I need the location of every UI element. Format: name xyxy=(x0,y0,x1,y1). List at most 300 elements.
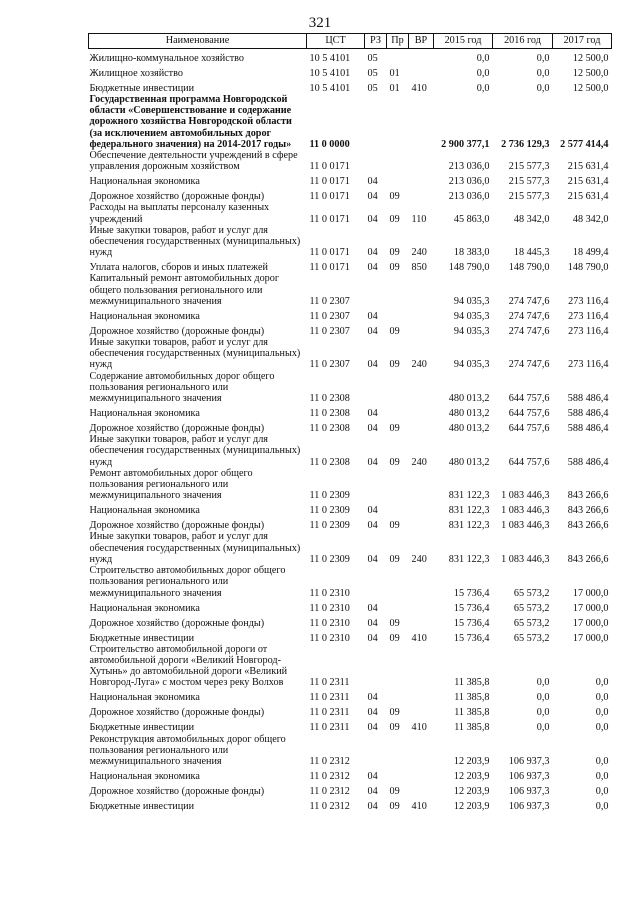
cell-2017: 843 266,6 xyxy=(567,490,609,502)
table-row xyxy=(89,49,612,65)
cell-name: Национальная экономика xyxy=(89,692,200,704)
table-row xyxy=(89,531,612,565)
cell-name: Дорожное хозяйство (дорожные фонды) xyxy=(89,617,265,629)
cell-rz: 04 xyxy=(367,310,378,322)
cell-2016: 0,0 xyxy=(536,677,550,689)
cell-pr xyxy=(387,644,409,689)
cell-rz: 04 xyxy=(367,262,378,274)
cell-2016: 274 747,6 xyxy=(508,325,550,337)
cell-name: Национальная экономика xyxy=(89,310,200,322)
cell-name: Бюджетные инвестиции xyxy=(89,632,195,644)
cell-2017: 17 000,0 xyxy=(572,632,609,644)
cell-name: Дорожное хозяйство (дорожные фонды) xyxy=(89,423,265,435)
table-row xyxy=(89,501,612,516)
cell-rz: 04 xyxy=(367,213,378,225)
cell-2017: 273 116,4 xyxy=(568,310,609,322)
cell-2015: 15 736,4 xyxy=(453,602,490,614)
cell-2016: 644 757,6 xyxy=(508,408,550,420)
cell-2016: 106 937,3 xyxy=(508,800,550,812)
cell-2017: 0,0 xyxy=(595,722,609,734)
cell-name: Ремонт автомобильных дорог общего пользования регионального или межмуниципального значения xyxy=(89,467,253,502)
cell-vr xyxy=(409,689,434,704)
column-header-2016: 2016 год xyxy=(493,34,553,49)
cell-vr xyxy=(409,273,434,307)
cell-vr xyxy=(409,516,434,531)
cell-pr xyxy=(387,172,409,187)
cell-vr: 410 xyxy=(411,632,427,644)
cell-2017: 843 266,6 xyxy=(567,505,609,517)
table-row xyxy=(89,79,612,94)
cell-cst: 11 0 2310 xyxy=(309,602,350,614)
table-row xyxy=(89,419,612,434)
cell-2016: 0,0 xyxy=(536,82,550,94)
cell-cst: 11 0 2312 xyxy=(309,755,350,767)
cell-2017: 0,0 xyxy=(595,692,609,704)
cell-rz xyxy=(365,273,387,307)
table-row xyxy=(89,337,612,371)
cell-2016: 644 757,6 xyxy=(508,393,550,405)
cell-name: Национальная экономика xyxy=(89,408,200,420)
cell-rz: 04 xyxy=(367,770,378,782)
cell-vr xyxy=(409,767,434,782)
cell-2015: 831 122,3 xyxy=(448,505,490,517)
cell-pr xyxy=(387,565,409,599)
cell-vr xyxy=(409,49,434,65)
cell-rz: 04 xyxy=(367,408,378,420)
cell-vr xyxy=(409,734,434,768)
cell-2015: 15 736,4 xyxy=(453,617,490,629)
cell-rz xyxy=(365,468,387,502)
cell-name: Национальная экономика xyxy=(89,176,200,188)
table-row xyxy=(89,644,612,689)
cell-cst: 11 0 0171 xyxy=(309,191,350,203)
cell-2017: 17 000,0 xyxy=(572,587,609,599)
cell-vr: 110 xyxy=(411,213,427,225)
cell-vr xyxy=(409,307,434,322)
cell-cst: 11 0 2312 xyxy=(309,800,350,812)
cell-2016: 215 577,3 xyxy=(508,161,550,173)
cell-cst: 10 5 4101 xyxy=(309,82,351,94)
cell-name: Национальная экономика xyxy=(89,505,200,517)
cell-2015: 0,0 xyxy=(476,67,490,79)
cell-pr xyxy=(387,689,409,704)
table-row xyxy=(89,629,612,644)
cell-rz xyxy=(365,734,387,768)
cell-rz: 04 xyxy=(367,785,378,797)
cell-vr xyxy=(409,172,434,187)
cell-pr: 09 xyxy=(389,359,400,371)
cell-pr: 01 xyxy=(389,82,400,94)
cell-2016: 274 747,6 xyxy=(508,310,550,322)
cell-pr xyxy=(387,273,409,307)
cell-2017: 2 577 414,4 xyxy=(560,138,609,150)
cell-rz: 04 xyxy=(367,722,378,734)
cell-cst: 11 0 2307 xyxy=(309,325,350,337)
cell-pr: 09 xyxy=(389,325,400,337)
table-row xyxy=(89,273,612,307)
cell-2017: 588 486,4 xyxy=(567,393,609,405)
cell-vr xyxy=(409,404,434,419)
cell-cst: 11 0 0171 xyxy=(309,262,350,274)
cell-vr: 240 xyxy=(411,553,427,565)
cell-2016: 0,0 xyxy=(536,707,550,719)
cell-pr xyxy=(387,49,409,65)
column-header-pr: Пр xyxy=(387,34,409,49)
cell-pr: 09 xyxy=(389,632,400,644)
budget-table xyxy=(88,33,612,812)
cell-2017: 12 500,0 xyxy=(572,67,609,79)
cell-2015: 12 203,9 xyxy=(453,770,490,782)
cell-pr xyxy=(387,150,409,172)
cell-name: Национальная экономика xyxy=(89,602,200,614)
cell-2015: 12 203,9 xyxy=(453,800,490,812)
cell-cst: 11 0 2309 xyxy=(309,505,350,517)
cell-2017: 148 790,0 xyxy=(567,262,609,274)
cell-name: Дорожное хозяйство (дорожные фонды) xyxy=(89,191,265,203)
table-row xyxy=(89,782,612,797)
cell-rz: 04 xyxy=(367,800,378,812)
cell-rz xyxy=(365,565,387,599)
cell-name: Строительство автомобильной дороги от автомобильной дороги «Великий Новгород-Хутынь» до автомобильной дороги «Великий Новгород-Луга» с мостом через реку Волхов xyxy=(89,643,288,689)
cell-cst: 11 0 2309 xyxy=(309,490,350,502)
table-row xyxy=(89,225,612,259)
cell-rz: 04 xyxy=(367,617,378,629)
cell-2015: 2 900 377,1 xyxy=(441,138,490,150)
page-number: 321 xyxy=(308,15,332,31)
cell-name: Бюджетные инвестиции xyxy=(89,722,195,734)
cell-rz: 04 xyxy=(367,520,378,532)
cell-2015: 213 036,0 xyxy=(448,176,490,188)
cell-rz: 05 xyxy=(367,67,378,79)
cell-name: Национальная экономика xyxy=(89,770,200,782)
cell-pr: 09 xyxy=(389,617,400,629)
cell-2017: 0,0 xyxy=(595,770,609,782)
cell-2015: 94 035,3 xyxy=(453,325,490,337)
cell-rz: 04 xyxy=(367,707,378,719)
cell-rz: 05 xyxy=(367,82,378,94)
cell-2016: 215 577,3 xyxy=(508,176,550,188)
cell-2017: 48 342,0 xyxy=(572,213,609,225)
cell-cst: 11 0 2307 xyxy=(309,359,350,371)
cell-rz: 04 xyxy=(367,325,378,337)
cell-cst: 11 0 2311 xyxy=(309,722,350,734)
cell-name: Иные закупки товаров, работ и услуг для обеспечения государственных (муниципальных) нужд xyxy=(89,434,301,468)
cell-pr xyxy=(387,501,409,516)
column-header-2015: 2015 год xyxy=(434,34,493,49)
cell-2016: 65 573,2 xyxy=(513,632,550,644)
cell-2017: 0,0 xyxy=(595,707,609,719)
cell-name: Жилищно-коммунальное хозяйство xyxy=(89,52,245,64)
cell-pr: 09 xyxy=(389,722,400,734)
cell-2015: 12 203,9 xyxy=(453,785,490,797)
cell-rz xyxy=(365,150,387,172)
cell-2015: 480 013,2 xyxy=(448,408,490,420)
cell-name: Жилищное хозяйство xyxy=(89,67,183,79)
cell-2017: 588 486,4 xyxy=(567,456,609,468)
cell-2015: 213 036,0 xyxy=(448,161,490,173)
cell-pr xyxy=(387,734,409,768)
cell-2015: 11 385,8 xyxy=(454,707,490,719)
cell-2015: 18 383,0 xyxy=(453,247,490,259)
cell-pr xyxy=(387,94,409,150)
cell-name: Дорожное хозяйство (дорожные фонды) xyxy=(89,785,265,797)
cell-vr xyxy=(409,322,434,337)
cell-2016: 1 083 446,3 xyxy=(501,520,550,532)
cell-cst: 11 0 0171 xyxy=(309,247,350,259)
table-row xyxy=(89,94,612,150)
cell-2015: 831 122,3 xyxy=(448,490,490,502)
cell-vr: 410 xyxy=(411,800,427,812)
cell-pr: 09 xyxy=(389,520,400,532)
cell-name: Содержание автомобильных дорог общего пользования регионального или межмуниципального значения xyxy=(89,370,275,405)
cell-pr xyxy=(387,371,409,405)
cell-rz: 04 xyxy=(367,191,378,203)
cell-vr: 240 xyxy=(411,456,427,468)
cell-2017: 588 486,4 xyxy=(567,423,609,435)
table-row xyxy=(89,614,612,629)
cell-name: Строительство автомобильных дорог общего пользования регионального или межмуниципального значения xyxy=(89,565,286,599)
cell-cst: 11 0 2308 xyxy=(309,423,350,435)
cell-2017: 0,0 xyxy=(595,677,609,689)
cell-vr: 240 xyxy=(411,247,427,259)
cell-2016: 48 342,0 xyxy=(513,213,550,225)
cell-2017: 588 486,4 xyxy=(567,408,609,420)
table-body xyxy=(89,49,612,813)
cell-vr xyxy=(409,614,434,629)
table-row xyxy=(89,172,612,187)
cell-2016: 18 445,3 xyxy=(513,247,550,259)
cell-vr xyxy=(409,599,434,614)
cell-rz: 04 xyxy=(367,176,378,188)
cell-rz xyxy=(365,644,387,689)
cell-vr: 410 xyxy=(411,82,427,94)
cell-pr: 09 xyxy=(389,213,400,225)
table-row xyxy=(89,565,612,599)
cell-2017: 12 500,0 xyxy=(572,52,609,64)
cell-pr: 09 xyxy=(389,191,400,203)
cell-2015: 12 203,9 xyxy=(453,755,490,767)
cell-rz: 04 xyxy=(367,359,378,371)
column-header-cst: ЦСТ xyxy=(307,34,365,49)
table-row xyxy=(89,797,612,812)
cell-name: Реконструкция автомобильных дорог общего пользования регионального или межмуниципального значения xyxy=(89,733,286,767)
cell-2017: 273 116,4 xyxy=(568,295,609,307)
cell-pr: 09 xyxy=(389,262,400,274)
cell-name: Дорожное хозяйство (дорожные фонды) xyxy=(89,520,265,532)
table-row xyxy=(89,64,612,79)
cell-2015: 11 385,8 xyxy=(454,722,490,734)
column-header-rz: РЗ xyxy=(365,34,387,49)
table-row xyxy=(89,371,612,405)
cell-rz: 04 xyxy=(367,602,378,614)
cell-2016: 65 573,2 xyxy=(513,617,550,629)
cell-name: Капитальный ремонт автомобильных дорог общего пользования регионального или межмуниципального значения xyxy=(89,273,280,307)
cell-rz: 04 xyxy=(367,632,378,644)
cell-cst: 11 0 2312 xyxy=(309,770,350,782)
cell-name: Иные закупки товаров, работ и услуг для обеспечения государственных (муниципальных) нужд xyxy=(89,224,301,259)
cell-2016: 106 937,3 xyxy=(508,770,550,782)
table-row xyxy=(89,322,612,337)
cell-vr xyxy=(409,704,434,719)
table-row xyxy=(89,734,612,768)
cell-vr xyxy=(409,64,434,79)
cell-cst: 10 5 4101 xyxy=(309,52,351,64)
cell-2017: 215 631,4 xyxy=(567,161,609,173)
cell-2016: 1 083 446,3 xyxy=(501,505,550,517)
cell-2015: 0,0 xyxy=(476,52,490,64)
cell-vr xyxy=(409,371,434,405)
cell-2016: 106 937,3 xyxy=(508,755,550,767)
cell-pr: 09 xyxy=(389,707,400,719)
cell-2017: 17 000,0 xyxy=(572,602,609,614)
cell-rz: 04 xyxy=(367,553,378,565)
cell-pr: 09 xyxy=(389,800,400,812)
table-row xyxy=(89,516,612,531)
cell-vr xyxy=(409,468,434,502)
cell-cst: 11 0 2312 xyxy=(309,785,350,797)
cell-2016: 2 736 129,3 xyxy=(501,138,550,150)
cell-2017: 843 266,6 xyxy=(567,553,609,565)
cell-2015: 480 013,2 xyxy=(448,456,490,468)
cell-2016: 1 083 446,3 xyxy=(501,490,550,502)
cell-pr: 09 xyxy=(389,247,400,259)
cell-cst: 11 0 0171 xyxy=(309,213,350,225)
cell-2017: 17 000,0 xyxy=(572,617,609,629)
cell-pr: 09 xyxy=(389,553,400,565)
cell-cst: 10 5 4101 xyxy=(309,67,351,79)
cell-cst: 11 0 2311 xyxy=(309,677,350,689)
cell-2016: 0,0 xyxy=(536,722,550,734)
cell-rz: 04 xyxy=(367,692,378,704)
cell-cst: 11 0 2311 xyxy=(309,692,350,704)
cell-2017: 273 116,4 xyxy=(568,359,609,371)
cell-name: Дорожное хозяйство (дорожные фонды) xyxy=(89,325,265,337)
cell-2016: 106 937,3 xyxy=(508,785,550,797)
cell-cst: 11 0 2308 xyxy=(309,456,350,468)
cell-2015: 480 013,2 xyxy=(448,423,490,435)
cell-2016: 1 083 446,3 xyxy=(501,553,550,565)
table-row xyxy=(89,434,612,468)
cell-vr xyxy=(409,150,434,172)
cell-name: Государственная программа Новгородской области «Совершенствование и содержание дорожного хозяйства Новгородской области (за исключением автомобильных дорог федерального значения) на 2014-2017 годы» xyxy=(89,94,292,150)
table-row xyxy=(89,767,612,782)
cell-rz xyxy=(365,94,387,150)
table-row xyxy=(89,719,612,734)
table-row xyxy=(89,689,612,704)
cell-name: Уплата налогов, сборов и иных платежей xyxy=(89,262,268,274)
cell-cst: 11 0 2308 xyxy=(309,393,350,405)
table-row xyxy=(89,150,612,172)
cell-cst: 11 0 2311 xyxy=(309,707,350,719)
cell-2015: 831 122,3 xyxy=(448,553,490,565)
cell-cst: 11 0 2309 xyxy=(309,520,350,532)
cell-2016: 644 757,6 xyxy=(508,456,550,468)
cell-pr xyxy=(387,767,409,782)
cell-vr xyxy=(409,501,434,516)
cell-2017: 18 499,4 xyxy=(572,247,609,259)
cell-vr xyxy=(409,782,434,797)
cell-cst: 11 0 0171 xyxy=(309,176,350,188)
cell-2016: 0,0 xyxy=(536,52,550,64)
cell-2015: 831 122,3 xyxy=(448,520,490,532)
cell-vr xyxy=(409,419,434,434)
cell-2015: 45 863,0 xyxy=(453,213,490,225)
cell-rz xyxy=(365,371,387,405)
cell-2016: 65 573,2 xyxy=(513,602,550,614)
cell-pr xyxy=(387,599,409,614)
cell-pr xyxy=(387,468,409,502)
cell-rz: 04 xyxy=(367,247,378,259)
cell-2015: 94 035,3 xyxy=(453,295,490,307)
cell-cst: 11 0 2310 xyxy=(309,617,350,629)
cell-2015: 11 385,8 xyxy=(454,677,490,689)
cell-2016: 644 757,6 xyxy=(508,423,550,435)
cell-2015: 94 035,3 xyxy=(453,359,490,371)
cell-2015: 480 013,2 xyxy=(448,393,490,405)
column-header-2017: 2017 год xyxy=(553,34,612,49)
cell-2016: 274 747,6 xyxy=(508,295,550,307)
cell-2017: 0,0 xyxy=(595,785,609,797)
table-row xyxy=(89,468,612,502)
cell-2017: 0,0 xyxy=(595,800,609,812)
cell-rz: 04 xyxy=(367,505,378,517)
cell-rz: 05 xyxy=(367,52,378,64)
table-header-row xyxy=(89,34,612,49)
cell-pr: 09 xyxy=(389,785,400,797)
cell-pr: 09 xyxy=(389,423,400,435)
cell-cst: 11 0 2310 xyxy=(309,587,350,599)
cell-vr xyxy=(409,187,434,202)
cell-vr: 850 xyxy=(411,262,427,274)
cell-2015: 11 385,8 xyxy=(454,692,490,704)
cell-cst: 11 0 2309 xyxy=(309,553,350,565)
table-row xyxy=(89,258,612,273)
cell-2015: 94 035,3 xyxy=(453,310,490,322)
cell-pr: 01 xyxy=(389,67,400,79)
table-row xyxy=(89,404,612,419)
cell-vr xyxy=(409,644,434,689)
cell-2015: 0,0 xyxy=(476,82,490,94)
table-row xyxy=(89,307,612,322)
cell-2017: 215 631,4 xyxy=(567,176,609,188)
cell-2016: 65 573,2 xyxy=(513,587,550,599)
cell-cst: 11 0 2307 xyxy=(309,310,350,322)
cell-rz: 04 xyxy=(367,423,378,435)
cell-2017: 843 266,6 xyxy=(567,520,609,532)
cell-vr: 240 xyxy=(411,359,427,371)
cell-2015: 148 790,0 xyxy=(448,262,490,274)
cell-2017: 12 500,0 xyxy=(572,82,609,94)
cell-name: Иные закупки товаров, работ и услуг для обеспечения государственных (муниципальных) нужд xyxy=(89,531,301,565)
cell-2015: 15 736,4 xyxy=(453,632,490,644)
column-header-name: Наименование xyxy=(89,34,307,49)
cell-cst: 11 0 2307 xyxy=(309,295,350,307)
cell-vr: 410 xyxy=(411,722,427,734)
cell-2016: 0,0 xyxy=(536,692,550,704)
cell-name: Иные закупки товаров, работ и услуг для обеспечения государственных (муниципальных) нужд xyxy=(89,337,301,371)
cell-cst: 11 0 2308 xyxy=(309,408,350,420)
cell-2016: 215 577,3 xyxy=(508,191,550,203)
cell-rz: 04 xyxy=(367,456,378,468)
cell-2017: 273 116,4 xyxy=(568,325,609,337)
cell-vr xyxy=(409,94,434,150)
cell-pr: 09 xyxy=(389,456,400,468)
table-row xyxy=(89,704,612,719)
table-row xyxy=(89,187,612,202)
table-row xyxy=(89,599,612,614)
cell-cst: 11 0 0000 xyxy=(309,138,350,150)
cell-2017: 0,0 xyxy=(595,755,609,767)
